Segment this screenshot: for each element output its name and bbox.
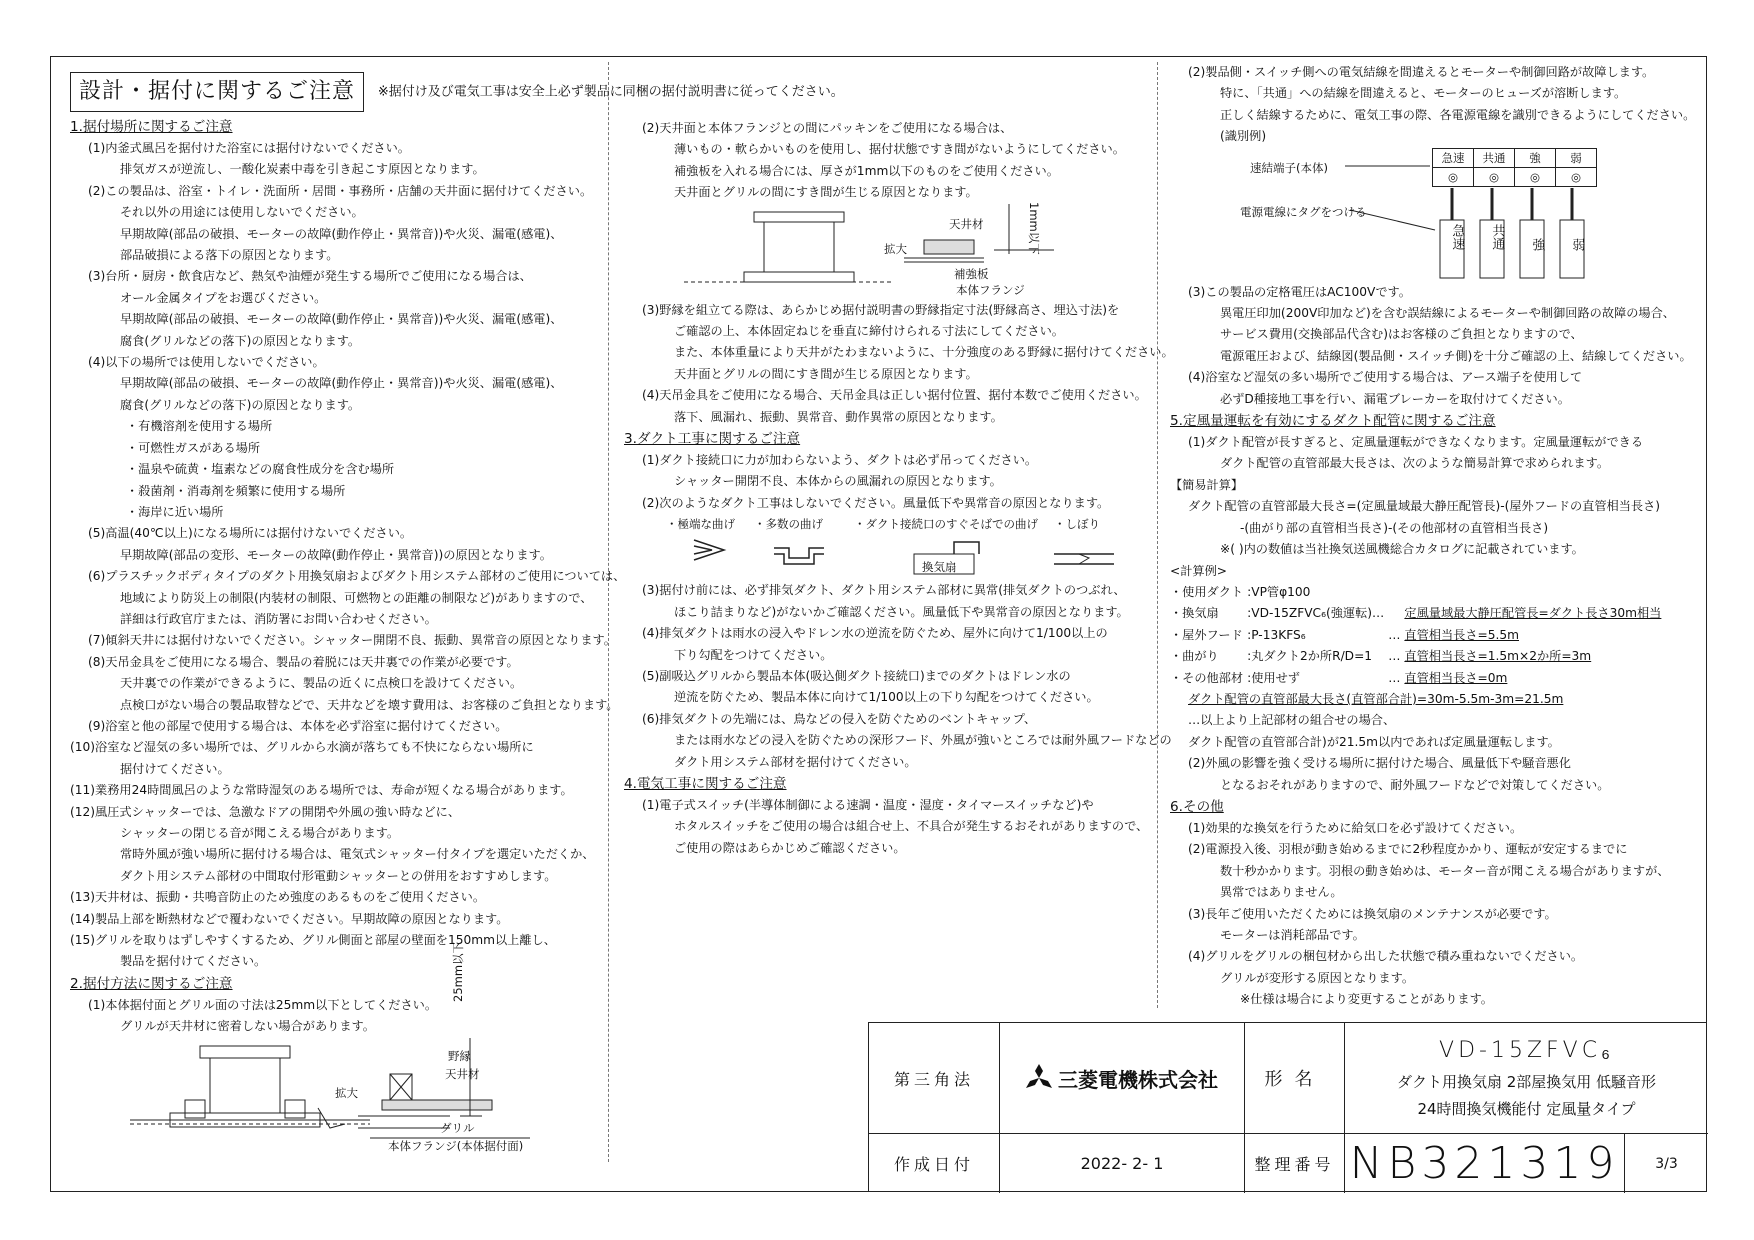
text-line: グリルが天井材に密着しない場合があります。	[120, 1019, 375, 1034]
label-grill: グリル	[440, 1120, 475, 1135]
company-cell	[999, 1023, 1244, 1133]
text-line: 下り勾配をつけてください。	[674, 647, 833, 662]
text-line: (5)高温(40℃以上)になる場所には据付けないでください。	[88, 526, 413, 541]
text-line: (4)排気ダクトは雨水の浸入やドレン水の逆流を防ぐため、屋外に向けて1/100以上の	[642, 626, 1108, 641]
text-line: ダクト用システム部材を据付けてください。	[674, 754, 917, 769]
number-label-cell	[1244, 1133, 1344, 1193]
page-header	[70, 72, 844, 112]
text-line: 天井裏での作業ができるように、製品の近くに点検口を設けてください。	[120, 676, 523, 691]
duct-bend-svg	[624, 514, 1154, 580]
calc-result: ダクト配管の直管部最大長さ(直管部合計)=30m-5.5m-3m=21.5m	[1188, 691, 1564, 706]
text-line: ダクト配管の直管部最大長さは、次のような簡易計算で求められます。	[1220, 456, 1610, 471]
text-line: (1)ダクト接続口に力が加わらないよう、ダクトは必ず吊ってください。	[642, 453, 1038, 468]
document-number: NB321319	[1349, 1138, 1620, 1189]
column-2	[624, 118, 1174, 859]
text-line: 常時外風が強い場所に据付ける場合は、電気式シャッター付タイプを選定いただくか、	[120, 847, 595, 862]
mitsubishi-logo-icon	[1026, 1064, 1052, 1093]
text-line: ・温泉や硫黄・塩素などの腐食性成分を含む場所	[126, 462, 395, 477]
example-row	[1170, 668, 1663, 689]
text-line: シャッター開閉不良、本体からの風漏れの原因となります。	[674, 474, 1002, 489]
text-line: 腐食(グリルなどの落下)の原因となります。	[120, 333, 361, 348]
section-2-list-continued	[624, 118, 1154, 204]
tag-name-3: 強	[1529, 237, 1545, 251]
text-line: 点検口がない場合の製品取替などで、天井などを壊す費用は、お客様のご負担となります。	[120, 697, 619, 712]
page-cell	[1624, 1133, 1708, 1193]
text-line: (1)ダクト配管が長すぎると、定風量運転ができなくなります。定風量運転ができる	[1188, 435, 1644, 450]
section-1-list	[70, 138, 626, 973]
flange-dimension-diagram	[624, 201, 1154, 300]
text-line: (3)台所・厨房・飲食店など、熱気や油煙が発生する場所でご使用になる場合は、	[88, 269, 532, 284]
terminal-mark-1: ◎	[1447, 169, 1459, 184]
text-line: グリルが変形する原因となります。	[1220, 970, 1415, 985]
text-line: 腐食(グリルなどの落下)の原因となります。	[120, 397, 361, 412]
text-line: モーターは消耗部品です。	[1220, 928, 1365, 942]
text-line: ご使用の際はあらかじめご確認ください。	[674, 840, 906, 855]
text-line: 電源電圧および、結線図(製品側・スイッチ側)を十分ご確認の上、結線してください。	[1220, 348, 1692, 363]
text-line: 異常ではありません。	[1220, 885, 1343, 900]
terminal-mark-2: ◎	[1488, 169, 1500, 184]
label-tenjozai-2: 天井材	[949, 216, 984, 231]
tag-name-4: 弱	[1569, 237, 1585, 251]
model-label: 形名	[1264, 1069, 1325, 1090]
text-line: (15)グリルを取りはずしやすくするため、グリル側面と部屋の壁面を150mm以上離し、	[70, 933, 556, 948]
model-cell	[1344, 1023, 1708, 1133]
example-row	[1170, 646, 1663, 667]
text-line: 数十秒かかります。羽根の動き始めは、モーター音が聞こえる場合がありますが、	[1220, 863, 1670, 878]
label-tenjozai: 天井材	[445, 1066, 480, 1081]
example-table	[1170, 582, 1663, 689]
text-line: 天井面とグリルの間にすき間が生じる原因となります。	[674, 185, 978, 200]
example-cell-d: 直管相当長さ=5.5m	[1404, 627, 1519, 642]
text-line: -(曲がり部の直管相当長さ)-(その他部材の直管相当長さ)	[1240, 520, 1549, 535]
section-5-list-b	[1170, 710, 1700, 796]
text-line: 早期故障(部品の破損、モーターの故障(動作停止・異常音))や火災、漏電(感電)、	[120, 226, 563, 241]
text-line: (2)外風の影響を強く受ける場所に据付けた場合、風量低下や騒音悪化	[1188, 756, 1571, 771]
text-line: ご確認の上、本体固定ねじを垂直に締付けられる寸法にしてください。	[674, 324, 1064, 339]
section-2-title: 2.据付方法に関するご注意	[70, 975, 233, 992]
text-line: 天井面とグリルの間にすき間が生じる原因となります。	[674, 366, 978, 381]
text-line: (4)以下の場所では使用しないでください。	[88, 355, 325, 370]
duct-bend-diagram	[624, 514, 1154, 580]
duct-unit-label: 換気扇	[922, 560, 957, 575]
terminal-name-4: 弱	[1556, 149, 1596, 168]
company-name: 三菱電機株式会社	[1058, 1067, 1218, 1092]
text-line: (3)長年ご使用いただくためには換気扇のメンテナンスが必要です。	[1188, 906, 1557, 921]
text-line: (14)製品上部を断熱材などで覆わないでください。早期故障の原因となります。	[70, 911, 509, 926]
text-line: (2)天井面と本体フランジとの間にパッキンをご使用になる場合は、	[642, 121, 1013, 135]
text-line: 製品を据付けてください。	[120, 954, 267, 969]
text-line: それ以外の用途には使用しないでください。	[120, 205, 364, 220]
example-cell-c	[1386, 582, 1402, 603]
section-3-title: 3.ダクト工事に関するご注意	[624, 431, 801, 448]
calc-lines	[1170, 496, 1700, 560]
label-kakudai-2: 拡大	[884, 241, 907, 256]
text-line: (1)内釜式風呂を据付けた浴室には据付けないでください。	[88, 141, 410, 155]
text-line: 必ずD種接地工事を行い、漏電ブレーカーを取付けてください。	[1220, 391, 1570, 406]
example-cell-b: :VP管φ100	[1247, 584, 1311, 599]
text-line: サービス費用(交換部品代含む)はお客様のご負担となりますので、	[1220, 327, 1583, 342]
example-cell-b: :P-13KFS₆	[1247, 627, 1306, 642]
example-cell-a: ・曲がり	[1170, 649, 1219, 664]
text-line: (5)副吸込グリルから製品本体(吸込側ダクト接続口)までのダクトはドレン水の	[642, 668, 1071, 683]
text-line: ダクト配管の直管部最大長さ=(定風量域最大静圧配管長)-(屋外フードの直管相当長さ)	[1188, 499, 1661, 514]
text-line: (12)風圧式シャッターでは、急激なドアの開閉や外風の強い時などに、	[70, 804, 461, 819]
text-line: 逆流を防ぐため、製品本体に向けて1/100以上の下り勾配をつけてください。	[674, 690, 1099, 705]
text-line: 詳細は行政官庁または、消防署にお問い合わせください。	[120, 611, 437, 626]
example-row	[1170, 603, 1663, 624]
example-cell-a: ・屋外フード	[1170, 627, 1243, 642]
terminal-name-3: 強	[1515, 149, 1555, 168]
text-line: (6)排気ダクトの先端には、鳥などの侵入を防ぐためのベントキャップ、	[642, 711, 1037, 726]
label-kakudai: 拡大	[335, 1085, 358, 1100]
text-line: 早期故障(部品の破損、モーターの故障(動作停止・異常音))や火災、漏電(感電)、	[120, 376, 563, 391]
model-number: VD-15ZFVC₆	[1439, 1038, 1614, 1063]
date-value: 2022- 2- 1	[1080, 1154, 1164, 1173]
column-3	[1170, 62, 1700, 1011]
label-nobuchi: 野縁	[448, 1048, 471, 1063]
text-line: (2)電源投入後、羽根が動き始めるまでに2秒程度かかり、運転が安定するまでに	[1188, 842, 1628, 857]
example-cell-d	[1402, 582, 1663, 603]
text-line: または雨水などの浸入を防ぐための深形フード、外風が強いところでは耐外風フードなどの	[674, 733, 1172, 748]
example-cell-b: :使用せず	[1247, 670, 1300, 685]
tag-name-2: 共通	[1489, 223, 1505, 250]
example-cell-b: :丸ダクト2か所R/D=1	[1247, 649, 1373, 664]
terminal-block-label: 速結端子(本体)	[1250, 160, 1328, 175]
text-line: ・可燃性ガスがある場所	[126, 440, 261, 455]
text-line: 早期故障(部品の破損、モーターの故障(動作停止・異常音))や火災、漏電(感電)、	[120, 312, 563, 327]
example-cell-c: …	[1388, 649, 1401, 664]
text-line: 排気ガスが逆流し、一酸化炭素中毒を引き起こす原因となります。	[120, 162, 485, 177]
section-3-list-a	[624, 450, 1154, 514]
example-row	[1170, 625, 1663, 646]
tag-name-1: 急速	[1449, 223, 1465, 250]
example-cell-c	[1386, 603, 1402, 624]
text-line: 据付けてください。	[120, 761, 230, 776]
terminal-mark-4: ◎	[1570, 169, 1582, 184]
text-line: また、本体重量により天井がたわまないように、十分強度のある野縁に据付けてください。	[674, 345, 1174, 360]
section-4-list-continued	[1170, 62, 1700, 148]
duct-label-3: ・ダクト接続口のすぐそばでの曲げ	[854, 517, 1038, 532]
text-line: (1)効果的な換気を行うために給気口を必ず設けてください。	[1188, 820, 1523, 835]
tag-label: 電源電線にタグをつける	[1240, 204, 1367, 219]
dim-label-25mm: 25mm以下	[451, 941, 465, 1002]
page-title: 設計・据付に関するご注意	[70, 72, 364, 112]
text-line: 部品破損による落下の原因となります。	[120, 248, 339, 263]
text-line: (13)天井材は、振動・共鳴音防止のため強度のあるものをご使用ください。	[70, 890, 486, 905]
text-line: (11)業務用24時間風呂のような常時湿気のある場所では、寿命が短くなる場合があります。	[70, 783, 573, 798]
text-line: (2)製品側・スイッチ側への電気結線を間違えるとモーターや制御回路が故障します。	[1188, 65, 1655, 79]
example-cell-c: …	[1388, 670, 1401, 685]
text-line: (3)据付け前には、必ず排気ダクト、ダクト用システム部材に異常(排気ダクトのつぶれ、	[642, 583, 1126, 598]
title-block	[868, 1022, 1707, 1192]
section-1-title: 1.据付場所に関するご注意	[70, 119, 233, 135]
text-line: ・海岸に近い場所	[126, 504, 224, 519]
section-4-list-continued-b	[1170, 282, 1700, 410]
column-divider-1	[608, 62, 609, 1162]
example-cell-d: 直管相当長さ=0m	[1404, 670, 1508, 685]
text-line: (3)この製品の定格電圧はAC100Vです。	[1188, 284, 1411, 299]
duct-label-1: ・極端な曲げ	[666, 517, 735, 532]
model-label-cell	[1244, 1023, 1344, 1133]
text-line: ※( )内の数値は当社換気送風機総合カタログに記載されています。	[1220, 542, 1584, 557]
section-5-title: 5.定風量運転を有効にするダクト配管に関するご注意	[1170, 413, 1496, 430]
section-6-title: 6.その他	[1170, 798, 1224, 815]
example-cell-d: 定風量域最大静圧配管長=ダクト長さ30m相当	[1404, 606, 1662, 621]
text-line: シャッターの閉じる音が聞こえる場合があります。	[120, 826, 400, 840]
text-line: (4)グリルをグリルの梱包材から出した状態で積み重ねないでください。	[1188, 949, 1584, 964]
model-desc-2: 24時間換気機能付 定風量タイプ	[1417, 1100, 1636, 1118]
projection-text: 第三角法	[893, 1069, 974, 1089]
text-line: (2)次のようなダクト工事はしないでください。風量低下や異常音の原因となります。	[642, 495, 1110, 510]
calc-title: 【簡易計算】	[1170, 477, 1244, 492]
text-line: 落下、風漏れ、振動、異常音、動作異常の原因となります。	[674, 409, 1003, 424]
text-line: (識別例)	[1220, 129, 1267, 144]
text-line: ホタルスイッチをご使用の場合は組合せ上、不具合が発生するおそれがありますので、	[674, 819, 1149, 834]
example-title: <計算例>	[1170, 563, 1227, 578]
example-cell-b: :VD-15ZFVC₆(強運転)…	[1247, 606, 1385, 621]
text-line: ダクト用システム部材の中間取付形電動シャッターとの併用をおすすめします。	[120, 868, 557, 883]
date-cell	[999, 1133, 1244, 1193]
label-flange: 本体フランジ(本体据付面)	[388, 1138, 524, 1153]
page-number: 3/3	[1655, 1155, 1678, 1172]
number-label: 整理番号	[1254, 1155, 1335, 1174]
text-line: ほこり詰まりなど)がないかご確認ください。風量低下や異常音の原因となります。	[674, 604, 1129, 619]
example-cell-a: ・換気扇	[1170, 606, 1219, 621]
text-line: 地域により防災上の制限(内装材の制限、可燃物との距離の制限など)がありますので、	[120, 590, 593, 605]
text-line: オール金属タイプをお選びください。	[120, 290, 327, 305]
text-line: (10)浴室など湿気の多い場所では、グリルから水滴が落ちても不快にならない場所に	[70, 740, 534, 755]
text-line: …以上より上記部材の組合せの場合、	[1188, 713, 1396, 728]
date-label-cell	[869, 1133, 999, 1193]
text-line: (2)この製品は、浴室・トイレ・洗面所・居間・事務所・店舗の天井面に据付けてください。	[88, 183, 593, 198]
terminal-name-1: 急速	[1433, 149, 1473, 168]
dim-label-1mm: 1mm以下	[1027, 201, 1041, 255]
section-6-list	[1170, 818, 1700, 989]
section-4-title: 4.電気工事に関するご注意	[624, 775, 787, 792]
spec-note: ※仕様は場合により変更することがあります。	[1240, 992, 1493, 1007]
text-line: (9)浴室と他の部屋で使用する場合は、本体を必ず浴室に据付けてください。	[88, 718, 508, 733]
section-5-list-a	[1170, 432, 1700, 475]
text-line: (4)浴室など湿気の多い場所でご使用する場合は、アース端子を使用して	[1188, 370, 1583, 385]
text-line: ダクト配管の直管部合計)が21.5m以内であれば定風量運転します。	[1188, 734, 1560, 749]
section-2-list	[70, 995, 600, 1038]
section-4-list	[624, 795, 1154, 859]
example-cell-a: ・使用ダクト	[1170, 584, 1244, 599]
model-desc-1: ダクト用換気扇 2部屋換気用 低騒音形	[1396, 1073, 1657, 1091]
text-line: 補強板を入れる場合には、厚さが1mm以下のものをご使用ください。	[674, 163, 1059, 178]
terminal-name-2: 共通	[1474, 149, 1514, 168]
text-line: 特に、「共通」への結線を間違えると、モーターのヒューズが溶断します。	[1220, 86, 1627, 101]
text-line: (8)天吊金具をご使用になる場合、製品の着脱には天井裏での作業が必要です。	[88, 654, 519, 669]
example-cell-d: 直管相当長さ=1.5m×2か所=3m	[1404, 649, 1592, 664]
text-line: 薄いもの・軟らかいものを使用し、据付状態ですき間がないようにしてください。	[674, 142, 1125, 157]
example-row	[1170, 582, 1663, 603]
section-2-list-continued-b	[624, 300, 1174, 428]
example-cell-c: …	[1388, 627, 1401, 642]
text-line: ・有機溶剤を使用する場所	[126, 419, 273, 434]
text-line: 異電圧印加(200V印加など)を含む誤結線によるモーターや制御回路の故障の場合、	[1220, 306, 1675, 321]
text-line: (7)傾斜天井には据付けないでください。シャッター開閉不良、振動、異常音の原因となります。	[88, 633, 616, 648]
text-line: 正しく結線するために、電気工事の際、各電源電線を識別できるようにしてください。	[1220, 107, 1696, 122]
label-flange-2: 本体フランジ	[956, 282, 1025, 297]
duct-label-4: ・しぼり	[1054, 517, 1100, 532]
text-line: ・殺菌剤・消毒剤を頻繁に使用する場所	[126, 483, 346, 498]
column-divider-2	[1157, 62, 1158, 1008]
projection-cell	[869, 1023, 999, 1133]
section-3-list-b	[624, 580, 1172, 773]
terminal-wiring-diagram	[1170, 148, 1700, 282]
text-line: となるおそれがありますので、耐外風フードなどで対策してください。	[1220, 777, 1610, 792]
text-line: (4)天吊金具をご使用になる場合、天吊金具は正しい据付位置、据付本数でご使用ください。	[642, 388, 1147, 403]
terminal-mark-3: ◎	[1529, 169, 1541, 184]
header-note: ※据付け及び電気工事は安全上必ず製品に同梱の据付説明書に従ってください。	[377, 84, 844, 100]
text-line: 早期故障(部品の変形、モーターの故障(動作停止・異常音))の原因となります。	[120, 547, 552, 562]
example-cell-a: ・その他部材	[1170, 670, 1244, 685]
text-line: (6)プラスチックボディタイプのダクト用換気扇およびダクト用システム部材のご使用については、	[88, 569, 626, 584]
date-label: 作成日付	[893, 1155, 974, 1174]
label-hokyoban: 補強板	[954, 266, 989, 281]
text-line: (3)野縁を組立てる際は、あらかじめ据付説明書の野縁指定寸法(野縁高さ、埋込寸法)を	[642, 302, 1120, 317]
duct-label-2: ・多数の曲げ	[754, 517, 823, 532]
number-cell	[1344, 1133, 1624, 1193]
text-line: (1)本体据付面とグリル面の寸法は25mm以下としてください。	[88, 997, 438, 1012]
text-line: (1)電子式スイッチ(半導体制御による速調・温度・湿度・タイマースイッチなど)や	[642, 797, 1094, 812]
